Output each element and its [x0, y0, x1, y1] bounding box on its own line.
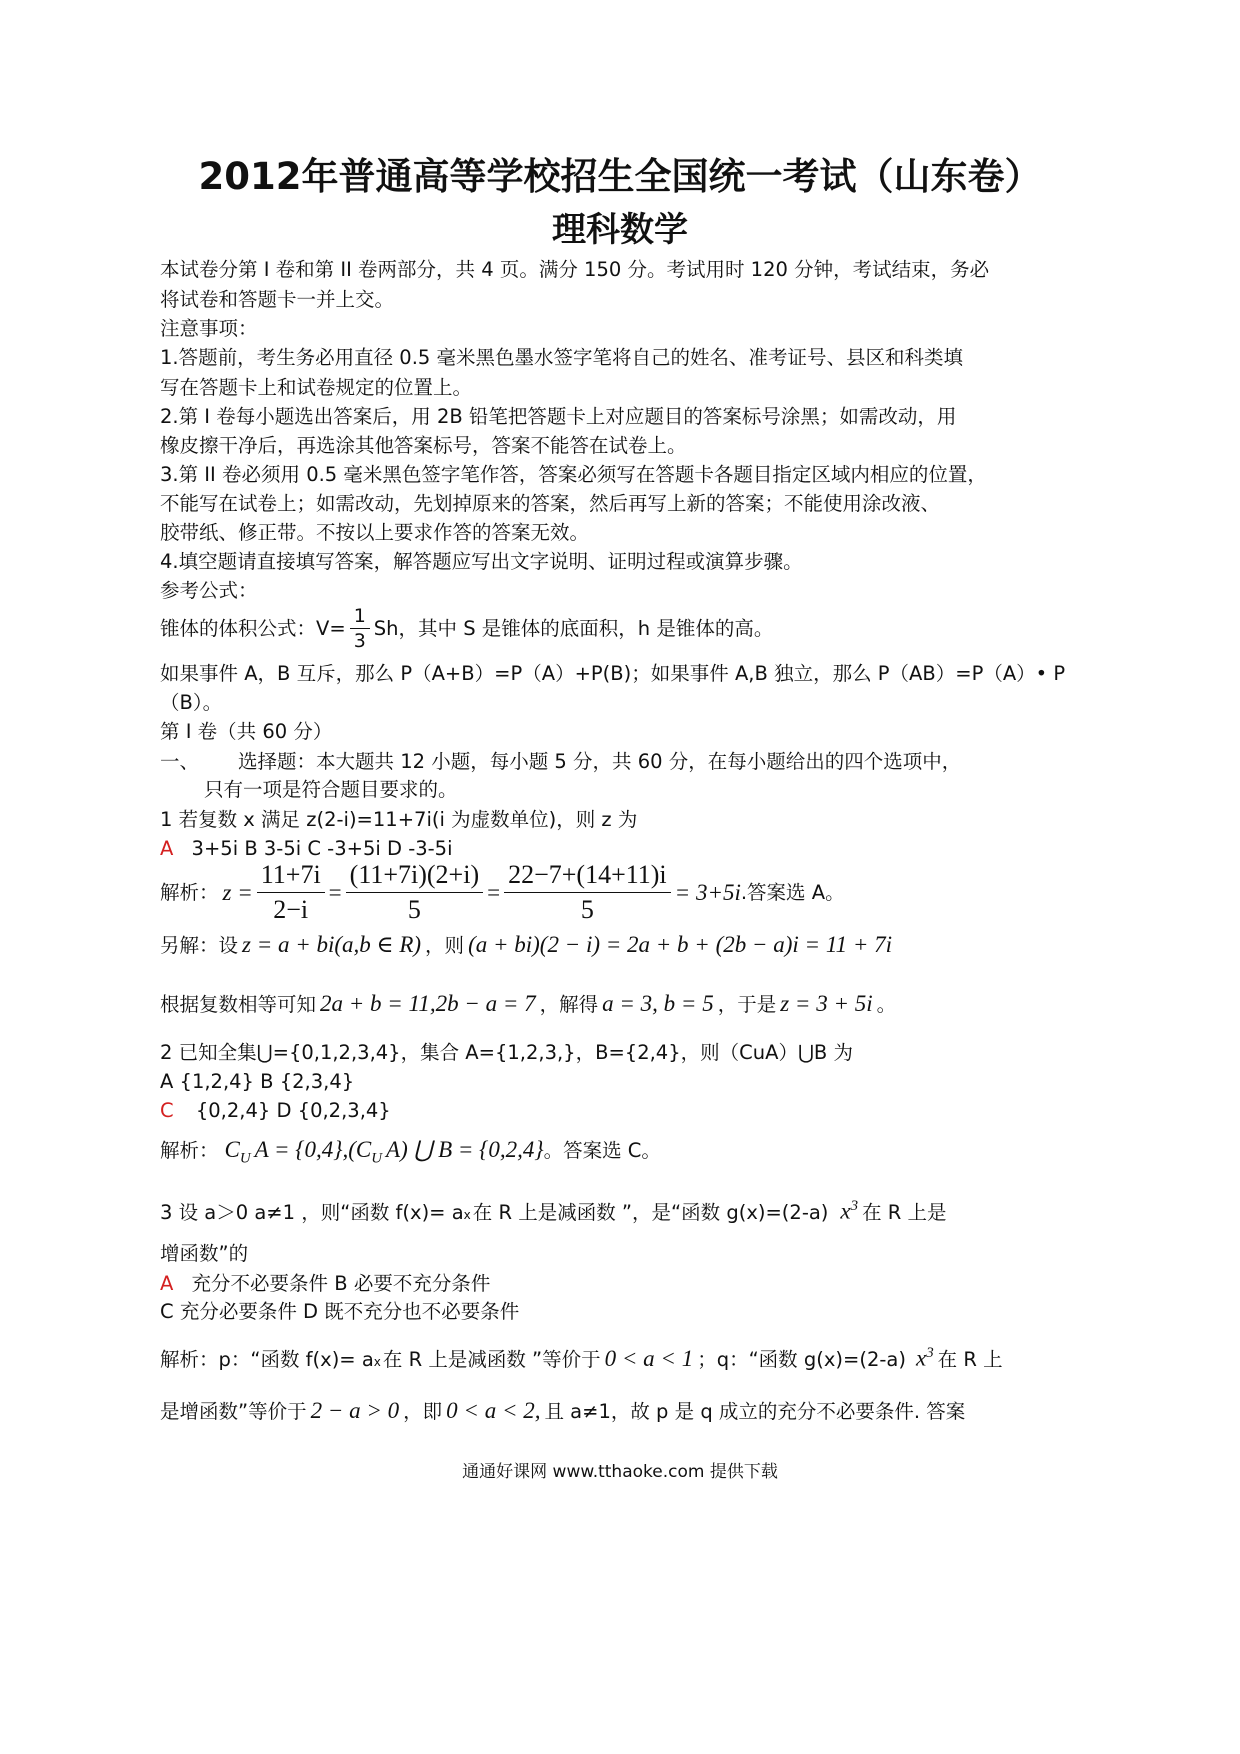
q2-solution-math-2-sub: U	[371, 1150, 383, 1167]
q1-fraction-1-numerator: 11+7i	[257, 858, 325, 893]
q1-solution-answer: .答案选 A。	[740, 880, 845, 904]
q3-solution-math-2-sup: 3	[926, 1345, 934, 1361]
cone-formula-pre: 锥体的体积公式：V=	[160, 616, 346, 640]
note-4: 4.填空题请直接填写答案，解答题应写出文字说明、证明过程或演算步骤。	[160, 550, 803, 573]
q2-solution-answer: 。答案选 C。	[543, 1139, 661, 1162]
q1-alt-label: 另解：设	[160, 934, 239, 957]
q3-options-ab	[160, 1271, 490, 1297]
q1-relation-math-3: z = 3 + 5i	[780, 991, 873, 1016]
q2-solution-math-1	[225, 1137, 251, 1168]
q1-solution-label: 解析：	[160, 880, 219, 904]
q2-stem: 2 已知全集⋃={0,1,2,3,4}，集合 A={1,2,3,}，B={2,4}，则（CuA）⋃B 为	[160, 1041, 854, 1064]
q3-solution-math-2	[916, 1345, 934, 1372]
q1-options-rest: 3+5i B 3-5i C -3+5i D -3-5i	[191, 837, 453, 860]
q3-stem	[160, 1198, 947, 1228]
q1-fraction-2	[346, 858, 483, 927]
q1-fraction-1-denominator: 2−i	[273, 895, 309, 924]
q1-equals-2: =	[487, 879, 501, 905]
q3-stem-math-sup: 3	[850, 1198, 859, 1214]
q3-options-ab-rest: 充分不必要条件 B 必要不充分条件	[191, 1272, 491, 1295]
q3-solution-sup: x	[373, 1354, 381, 1369]
q2-options-cd-rest: {0,2,4} D {0,2,3,4}	[195, 1099, 391, 1122]
q2-options-ab: A {1,2,4} B {2,3,4}	[160, 1070, 355, 1093]
q2-option-c-letter: C	[160, 1099, 174, 1122]
section-number: 一、	[160, 750, 200, 773]
note-3a: 3.第 II 卷必须用 0.5 毫米黑色签字笔作答，答案必须写在答题卡各题目指定区域内相应的位置，	[160, 463, 987, 486]
q1-fraction-2-denominator: 5	[407, 895, 421, 924]
q1-relation-mid-2: ，于是	[717, 993, 777, 1016]
cone-formula-post: Sh，其中 S 是锥体的底面积，h 是锥体的高。	[373, 616, 774, 640]
section-desc-a: 选择题：本大题共 12 小题，每小题 5 分，共 60 分，在每小题给出的四个选项中，	[238, 750, 962, 773]
q3-solution2-b: ，即	[403, 1400, 443, 1423]
q1-alt-solution	[160, 932, 892, 959]
notes-heading: 注意事项：	[160, 317, 258, 340]
formula-heading: 参考公式：	[160, 579, 258, 602]
section-header: 第 I 卷（共 60 分）	[160, 720, 333, 743]
q1-fraction-3-numerator: 22−7+(14+11)i	[504, 858, 671, 893]
q1-stem: 1 若复数 x 满足 z(2-i)=11+7i(i 为虚数单位)，则 z 为	[160, 808, 638, 831]
cone-fraction-numerator: 1	[350, 604, 370, 629]
q1-fraction-2-numerator: (11+7i)(2+i)	[346, 858, 483, 893]
cone-fraction	[350, 604, 370, 653]
cone-formula	[160, 604, 773, 653]
prob-line-b: （B）。	[160, 691, 223, 714]
q2-solution-label: 解析：	[160, 1139, 219, 1162]
q3-solution-line-2	[160, 1398, 965, 1425]
q3-solution-d: 在 R 上	[937, 1347, 1003, 1371]
q3-solution-b: 在 R 上是减函数 ”等价于	[382, 1347, 601, 1371]
q1-relation-math-2: a = 3, b = 5	[602, 991, 714, 1016]
q1-fraction-3-denominator: 5	[580, 895, 594, 924]
q3-solution-a: 解析：p：“函数 f(x)= a	[160, 1347, 374, 1371]
q3-solution-line-1	[160, 1345, 1003, 1375]
q1-relation	[160, 991, 896, 1018]
q1-solution	[160, 858, 845, 927]
q2-solution-math-2	[255, 1137, 382, 1168]
q3-stem-sup: x	[463, 1207, 471, 1222]
q1-relation-mid: ，解得	[539, 993, 599, 1016]
exam-subtitle: 理科数学	[552, 210, 688, 250]
q1-solution-result: = 3+5i	[674, 879, 741, 905]
q1-fraction-3	[504, 858, 671, 927]
note-1a: 1.答题前，考生务必用直径 0.5 毫米黑色墨水签字笔将自己的姓名、准考证号、县区和科类填	[160, 346, 964, 369]
q3-stem-c: 在 R 上是	[862, 1200, 947, 1224]
q2-options-cd	[160, 1098, 391, 1124]
q3-solution2-math-1: 2 − a > 0	[310, 1398, 400, 1423]
intro-line-1: 本试卷分第 I 卷和第 II 卷两部分，共 4 页。满分 150 分。考试用时 120 分钟，考试结束，务必	[160, 258, 990, 281]
q3-solution-math-1: 0 < a < 1	[604, 1345, 694, 1371]
q2-complement-symbol: C	[224, 1137, 240, 1162]
q3-stem-line-2: 增函数”的	[160, 1242, 249, 1265]
exam-title: 2012年普通高等学校招生全国统一考试（山东卷）	[198, 155, 1042, 198]
intro-line-2: 将试卷和答题卡一并上交。	[160, 288, 395, 311]
q1-option-a-letter: A	[160, 837, 174, 860]
q1-solution-z: z =	[222, 879, 253, 905]
prob-line-a: 如果事件 A，B 互斥，那么 P（A+B）=P（A）+P(B)；如果事件 A,B 独立，那么 P（AB）=P（A）• P	[160, 662, 1066, 685]
section-desc-b: 只有一项是符合题目要求的。	[204, 778, 458, 801]
note-2b: 橡皮擦干净后，再选涂其他答案标号，答案不能答在试卷上。	[160, 434, 687, 457]
q3-option-a-letter: A	[160, 1272, 174, 1295]
q3-stem-b: 在 R 上是减函数 ”，是“函数 g(x)=(2-a)	[472, 1200, 829, 1224]
q1-equals-1: =	[328, 879, 342, 905]
q2-solution-math-3: A) ⋃ B = {0,2,4}	[386, 1137, 544, 1162]
q1-alt-mid: ，则	[425, 934, 465, 957]
q1-relation-math-1: 2a + b = 11,2b − a = 7	[320, 991, 536, 1016]
note-3b: 不能写在试卷上；如需改动，先划掉原来的答案，然后再写上新的答案；不能使用涂改液、	[160, 492, 941, 515]
q2-solution-math-2-text: A = {0,4},(C	[254, 1137, 372, 1162]
q3-solution-c: ；q：“函数 g(x)=(2-a)	[697, 1347, 906, 1371]
note-3c: 胶带纸、修正带。不按以上要求作答的答案无效。	[160, 521, 590, 544]
q3-stem-math-base: x	[840, 1198, 851, 1224]
q3-options-cd: C 充分必要条件 D 既不充分也不必要条件	[160, 1300, 520, 1323]
q3-stem-math	[840, 1198, 858, 1225]
note-1b: 写在答题卡上和试卷规定的位置上。	[160, 376, 473, 399]
q3-stem-a: 3 设 a＞0 a≠1 ，则“函数 f(x)= a	[160, 1200, 464, 1224]
q3-solution-math-2-base: x	[915, 1345, 927, 1371]
q3-solution2-a: 是增函数”等价于	[160, 1400, 307, 1423]
q1-alt-math-1: z = a + bi(a,b ∈ R)	[242, 932, 422, 957]
note-2a: 2.第 I 卷每小题选出答案后，用 2B 铅笔把答题卡上对应题目的答案标号涂黑；如需改动，用	[160, 405, 957, 428]
page-footer: 通通好课网 www.tthaoke.com 提供下载	[462, 1462, 778, 1482]
cone-fraction-denominator: 3	[353, 630, 366, 652]
q1-relation-end: 。	[876, 993, 897, 1016]
q1-fraction-1	[257, 858, 325, 927]
q1-relation-pre: 根据复数相等可知	[160, 993, 317, 1016]
q3-solution2-c: 且 a≠1，故 p 是 q 成立的充分不必要条件. 答案	[544, 1400, 966, 1423]
q3-solution2-math-2: 0 < a < 2,	[446, 1398, 541, 1423]
q2-complement-sub: U	[239, 1150, 251, 1167]
q2-solution	[160, 1137, 661, 1168]
q1-alt-math-2: (a + bi)(2 − i) = 2a + b + (2b − a)i = 11 + 7i	[468, 932, 893, 957]
